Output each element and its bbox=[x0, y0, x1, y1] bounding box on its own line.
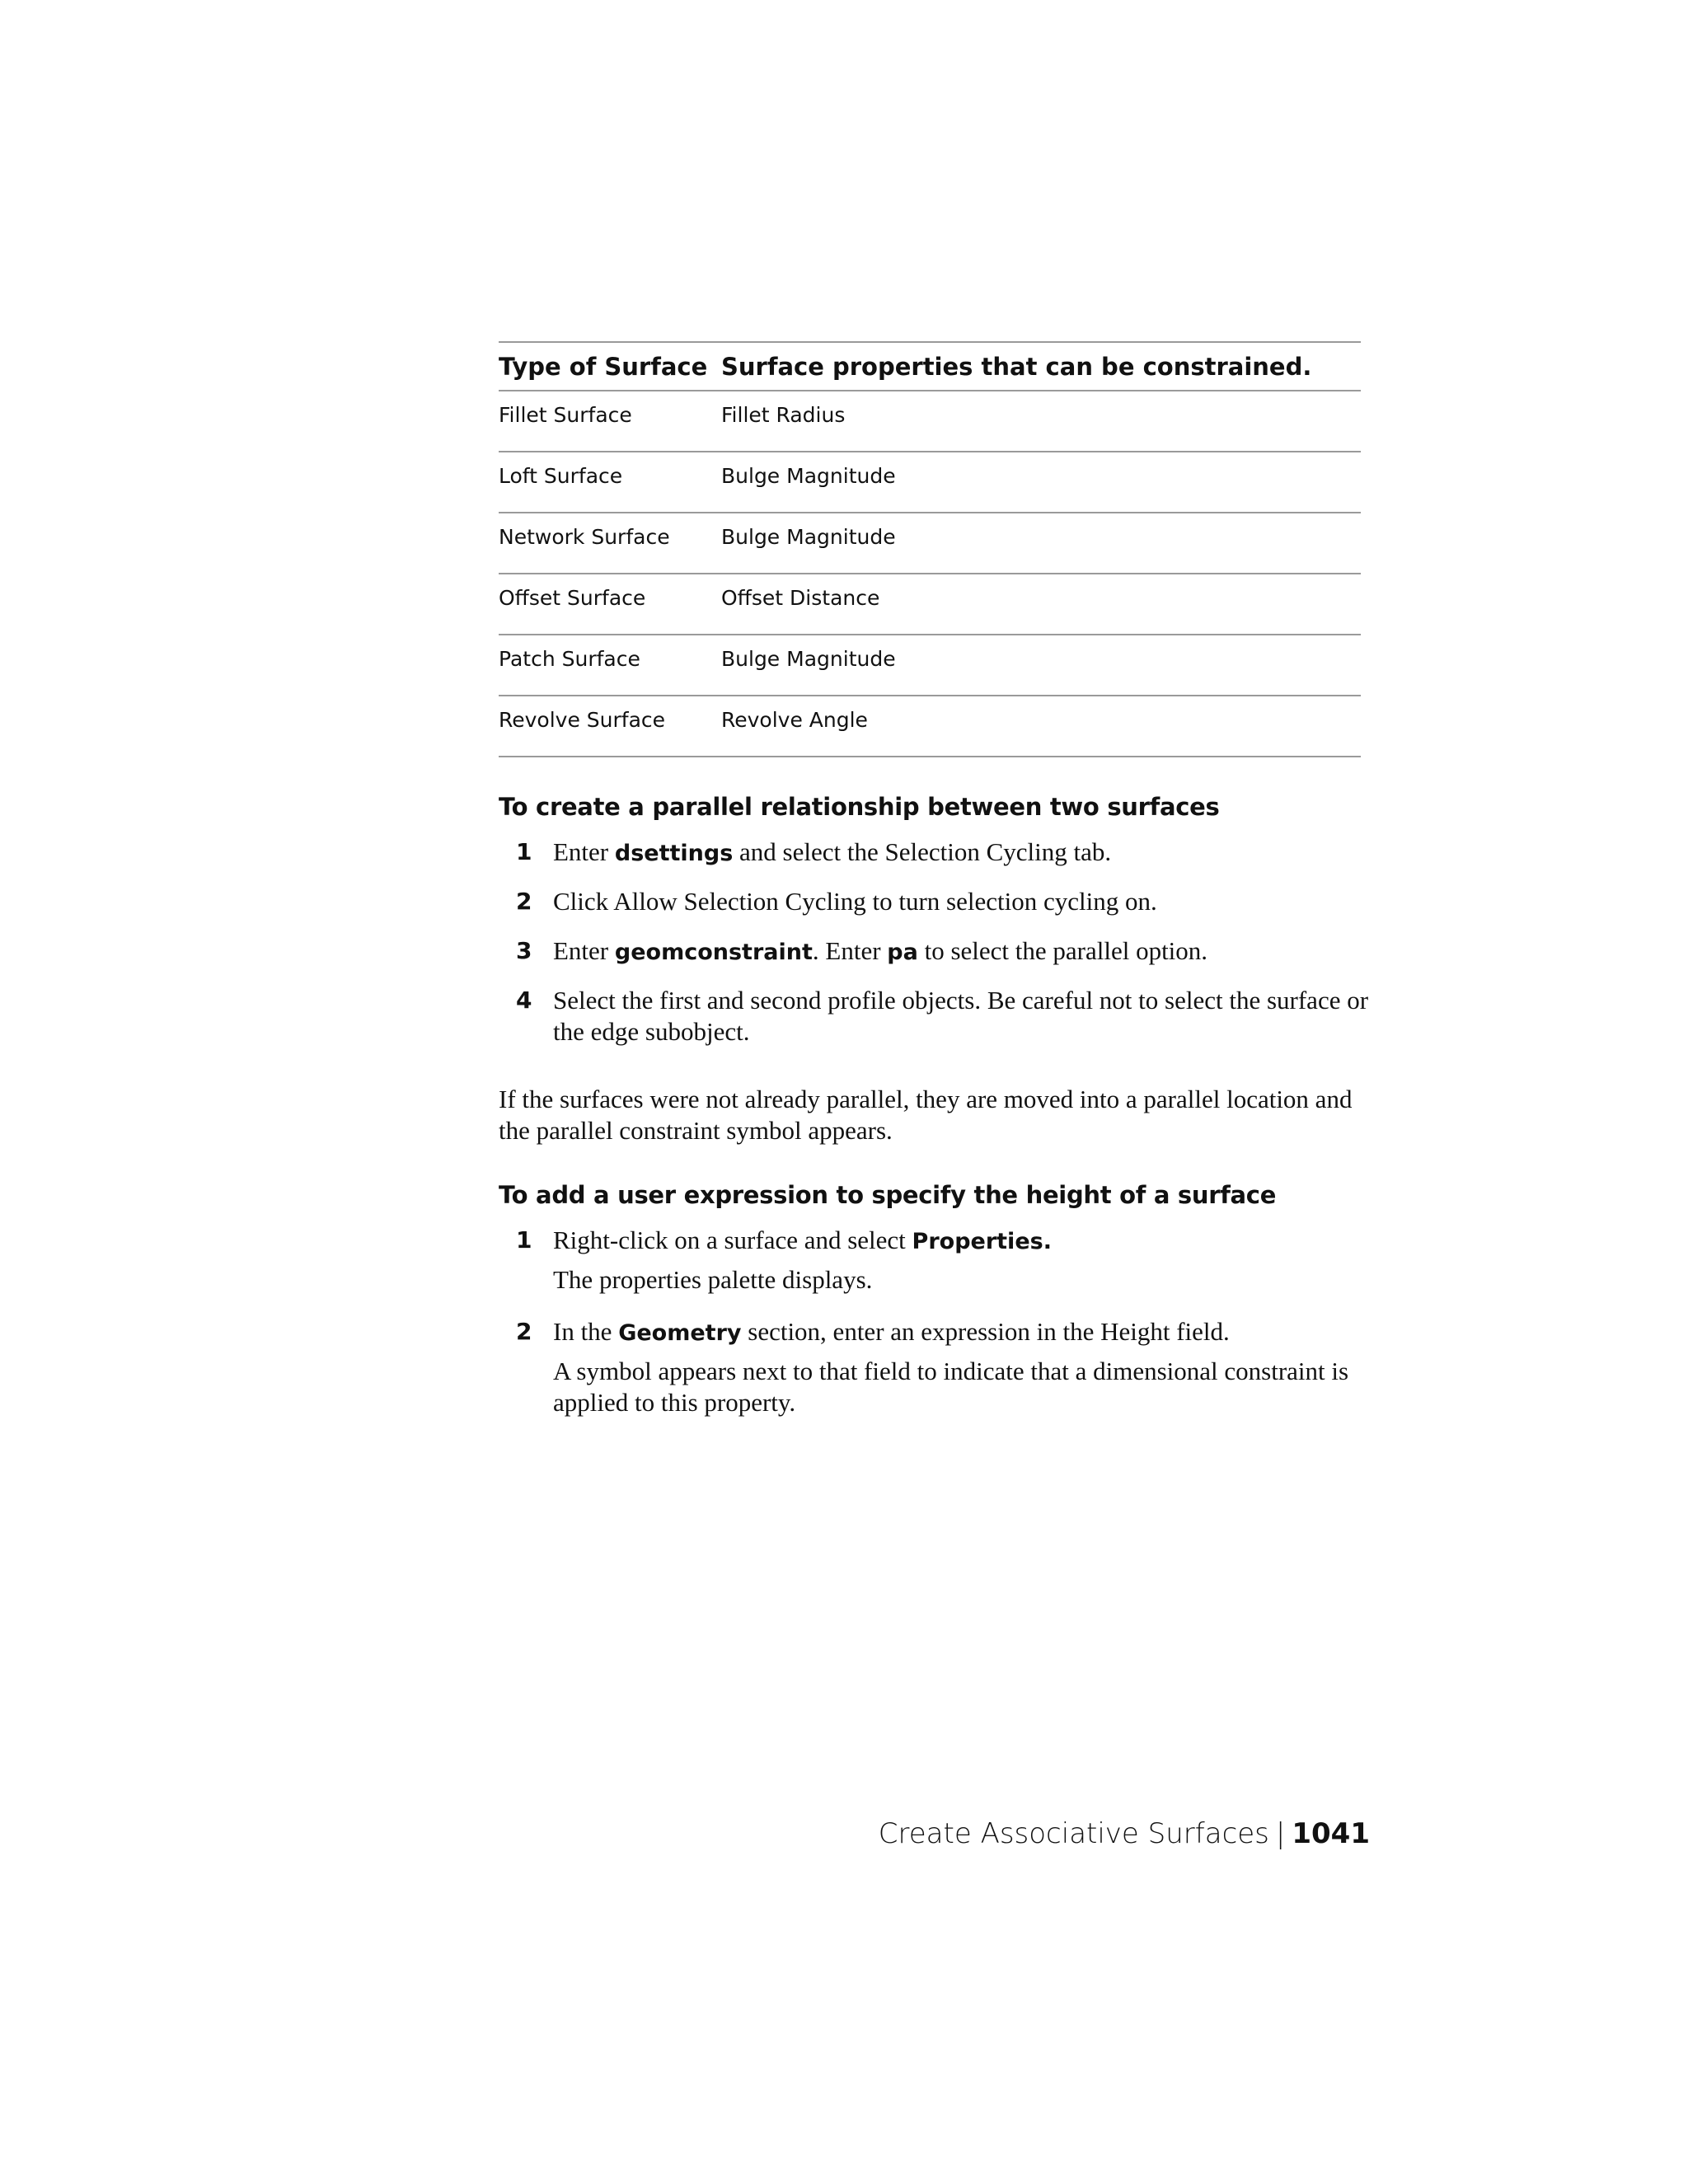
step-text-part: section, enter an expression in the Height field. bbox=[741, 1317, 1230, 1346]
step-text-part: . Enter bbox=[812, 936, 888, 965]
table-row bbox=[499, 452, 1361, 513]
procedure-heading-user-expression: To add a user expression to specify the height of a surface bbox=[499, 1181, 1277, 1209]
table-row bbox=[499, 574, 1361, 635]
step-text bbox=[553, 837, 1377, 869]
table-cell-property: Fillet Radius bbox=[721, 391, 1361, 452]
command-name: dsettings bbox=[614, 841, 734, 866]
step-text-part: In the bbox=[553, 1317, 619, 1346]
column-header-properties: Surface properties that can be constrained. bbox=[721, 342, 1361, 391]
page-number: 1041 bbox=[1292, 1817, 1370, 1850]
table-cell-type: Fillet Surface bbox=[499, 391, 721, 452]
table-cell-property: Bulge Magnitude bbox=[721, 452, 1361, 513]
step-number: 4 bbox=[516, 987, 532, 1014]
step-text-part: Right-click on a surface and select bbox=[553, 1226, 912, 1254]
step-number: 2 bbox=[516, 888, 532, 915]
result-note: If the surfaces were not already parallel, they are moved into a parallel location and the parallel constraint symbol appears. bbox=[499, 1085, 1353, 1145]
step-number: 2 bbox=[516, 1318, 532, 1345]
table-cell-property: Revolve Angle bbox=[721, 696, 1361, 757]
column-header-type: Type of Surface bbox=[499, 342, 721, 391]
step-text: Click Allow Selection Cycling to turn selection cycling on. bbox=[553, 887, 1157, 916]
table-row bbox=[499, 391, 1361, 452]
footer-separator: | bbox=[1275, 1817, 1286, 1850]
table-cell-type: Patch Surface bbox=[499, 635, 721, 696]
table-cell-property: Offset Distance bbox=[721, 574, 1361, 635]
table-cell-property: Bulge Magnitude bbox=[721, 513, 1361, 574]
table-row bbox=[499, 696, 1361, 757]
table-cell-type: Revolve Surface bbox=[499, 696, 721, 757]
step-result: The properties palette displays. bbox=[553, 1265, 873, 1294]
ui-label-geometry: Geometry bbox=[618, 1320, 742, 1346]
table-header-row bbox=[499, 342, 1361, 391]
step-text bbox=[553, 1225, 1377, 1258]
procedure-heading-parallel: To create a parallel relationship between two surfaces bbox=[499, 793, 1220, 821]
surface-constraints-table bbox=[499, 341, 1361, 757]
step-text-part: Enter bbox=[553, 837, 615, 866]
table-cell-type: Network Surface bbox=[499, 513, 721, 574]
ui-label-properties: Properties. bbox=[912, 1229, 1052, 1254]
step-text-part: Enter bbox=[553, 936, 615, 965]
step-result: A symbol appears next to that field to indicate that a dimensional constraint is applied to this property. bbox=[553, 1357, 1349, 1417]
command-name: geomconstraint bbox=[614, 940, 813, 965]
footer-title: Create Associative Surfaces bbox=[878, 1817, 1269, 1850]
page-footer bbox=[879, 1817, 1370, 1850]
table-cell-type: Offset Surface bbox=[499, 574, 721, 635]
table-cell-type: Loft Surface bbox=[499, 452, 721, 513]
step-number: 1 bbox=[516, 838, 532, 865]
table-row bbox=[499, 513, 1361, 574]
step-text bbox=[553, 1316, 1377, 1349]
command-option: pa bbox=[887, 940, 918, 965]
table-row bbox=[499, 635, 1361, 696]
step-number: 1 bbox=[516, 1226, 532, 1254]
step-text-part: to select the parallel option. bbox=[917, 936, 1208, 965]
table-cell-property: Bulge Magnitude bbox=[721, 635, 1361, 696]
step-text: Select the first and second profile objects. Be careful not to select the surface or the edge subobject. bbox=[553, 986, 1369, 1046]
step-text-part: and select the Selection Cycling tab. bbox=[733, 837, 1112, 866]
step-text bbox=[553, 935, 1377, 968]
step-number: 3 bbox=[516, 937, 532, 964]
